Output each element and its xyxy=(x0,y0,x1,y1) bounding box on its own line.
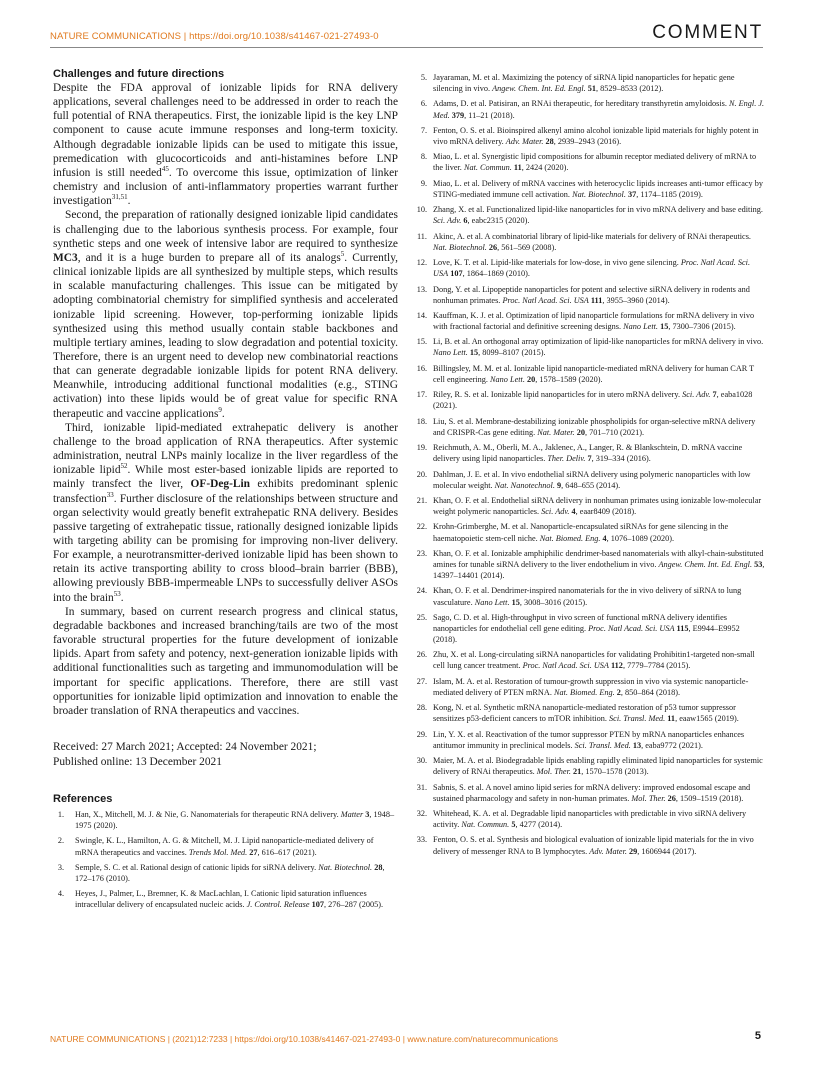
text-run: Dong, Y. et al. Lipopeptide nanoparticles for potent and selective siRNA delivery in rodents and nonhuman primates. xyxy=(433,284,750,305)
text-run: Fenton, O. S. et al. Bioinspired alkenyl amino alcohol ionizable lipid materials for highly potent in vivo mRNA delivery. xyxy=(433,125,759,146)
text-run: Lin, Y. X. et al. Reactivation of the tumor suppressor PTEN by mRNA nanoparticles enhances antitumor immunity in preclinical models. xyxy=(433,729,745,750)
text-run: Love, K. T. et al. Lipid-like materials for low-dose, in vivo gene silencing. xyxy=(433,258,681,268)
journal-name: Mol. Ther. xyxy=(536,767,571,777)
bold-text: 20 xyxy=(526,374,536,384)
text-run: , eaba9772 (2021). xyxy=(641,740,703,750)
reference-item xyxy=(411,649,765,671)
bold-text: 4 xyxy=(571,507,576,517)
journal-header: NATURE COMMUNICATIONS | https://doi.org/10.1038/s41467-021-27493-0 xyxy=(50,31,379,42)
reference-text xyxy=(433,702,765,724)
bold-text: 26 xyxy=(488,242,498,252)
reference-number: 6. xyxy=(420,99,427,109)
journal-name: Nat. Nanotechnol. xyxy=(494,480,555,490)
reference-text xyxy=(433,231,765,253)
reference-text xyxy=(433,548,765,581)
reference-item xyxy=(411,548,765,581)
text-run: Adams, D. et al. Patisiran, an RNAi therapeutic, for hereditary transthyretin amyloidosis. xyxy=(433,99,730,109)
journal-name: Nat. Biomed. Eng. xyxy=(539,533,601,543)
citation-superscript: 9 xyxy=(218,405,222,414)
text-run: Li, B. et al. An orthogonal array optimization of lipid-like nanoparticles for mRNA delivery in vivo. xyxy=(433,337,764,347)
journal-name: Angew. Chem. Int. Ed. Engl. xyxy=(492,84,586,94)
text-run: Swingle, K. L., Hamilton, A. G. & Mitchell, M. J. Lipid nanoparticle-mediated delivery of mRNA therapeutics and vaccines. xyxy=(75,836,374,857)
text-run: , eabc2315 (2020). xyxy=(467,216,530,226)
journal-name: Nat. Commun. xyxy=(461,820,510,830)
reference-text xyxy=(433,469,765,491)
reference-item xyxy=(411,834,765,856)
text-run: , eaba1028 (2021). xyxy=(433,390,753,411)
reference-text xyxy=(433,416,765,438)
reference-number: 30. xyxy=(416,756,427,766)
journal-name: Sci. Adv. xyxy=(682,390,711,400)
reference-item xyxy=(53,888,398,910)
citation-superscript: 52 xyxy=(120,462,128,471)
reference-number: 33. xyxy=(416,835,427,845)
journal-name: Nat. Biotechnol. xyxy=(572,189,626,199)
text-run: , eaar8409 (2018). xyxy=(575,507,637,517)
reference-number: 8. xyxy=(420,152,427,162)
reference-number: 11. xyxy=(416,231,427,241)
bold-text: 27 xyxy=(249,847,258,857)
reference-item xyxy=(411,702,765,724)
reference-item xyxy=(53,809,398,831)
text-run: , 1570–1578 (2013). xyxy=(581,767,649,777)
journal-name: Sci. Transl. Med. xyxy=(609,714,666,724)
reference-number: 4. xyxy=(57,889,64,899)
reference-number: 3. xyxy=(57,862,64,872)
journal-name: Sci. Transl. Med. xyxy=(574,740,631,750)
reference-number: 29. xyxy=(416,729,427,739)
reference-number: 7. xyxy=(420,125,427,135)
bold-text: 37 xyxy=(627,189,637,199)
bold-text: 28 xyxy=(545,136,554,146)
reference-item xyxy=(411,729,765,751)
text-run: , 8529–8533 (2012). xyxy=(596,84,664,94)
text-run: , 7300–7306 (2015). xyxy=(668,322,736,332)
section-body xyxy=(53,81,398,718)
journal-name: Nat. Biotechnol. xyxy=(433,242,487,252)
reference-item xyxy=(53,835,398,857)
text-run: Billingsley, M. M. et al. Ionizable lipid nanoparticle-mediated mRNA delivery for human CAR T cell engineering. xyxy=(433,363,755,384)
reference-number: 25. xyxy=(416,612,427,622)
text-run: , 7779–7784 (2015). xyxy=(622,661,691,671)
text-run: Han, X., Mitchell, M. J. & Nie, G. Nanomaterials for therapeutic RNA delivery. xyxy=(75,810,341,820)
bold-text: 3 xyxy=(365,810,370,820)
journal-name: Proc. Natl Acad. Sci. USA xyxy=(522,661,609,671)
reference-number: 2. xyxy=(57,836,64,846)
text-run: Dahlman, J. E. et al. In vivo endothelial siRNA delivery using polymeric nanoparticles with low molecular weight. xyxy=(433,469,751,490)
reference-number: 10. xyxy=(416,205,427,215)
text-run: , eaaw1565 (2019). xyxy=(675,714,739,724)
left-column xyxy=(53,66,398,915)
reference-item xyxy=(411,389,765,411)
reference-number: 16. xyxy=(416,363,427,373)
reference-text xyxy=(433,442,765,464)
reference-item xyxy=(411,442,765,464)
journal-name: Nano Lett. xyxy=(474,597,510,607)
journal-name: Nat. Biotechnol. xyxy=(318,862,373,872)
journal-name: Matter xyxy=(340,810,364,820)
reference-number: 18. xyxy=(416,416,427,426)
right-column xyxy=(411,69,765,861)
bold-text: 4 xyxy=(602,533,607,543)
bold-text: 379 xyxy=(451,110,465,120)
bold-text: 15 xyxy=(511,597,520,607)
reference-item xyxy=(411,808,765,830)
reference-item xyxy=(411,336,765,358)
reference-item xyxy=(411,257,765,279)
reference-number: 14. xyxy=(416,310,427,320)
reference-text xyxy=(433,336,765,358)
header-divider xyxy=(50,47,763,48)
text-run: , 1948–1975 (2020). xyxy=(75,810,395,831)
reference-text xyxy=(433,204,765,226)
reference-item xyxy=(411,469,765,491)
text-run: exhibits predominant splenic transfection xyxy=(53,478,398,505)
journal-name: Nano Lett. xyxy=(623,322,658,332)
bold-text: 11 xyxy=(667,714,676,724)
reference-text xyxy=(433,151,765,173)
text-run: , 4277 (2014). xyxy=(515,820,563,830)
bold-text: 112 xyxy=(611,661,623,671)
bold-text: 13 xyxy=(632,740,642,750)
reference-number: 9. xyxy=(420,178,427,188)
reference-text xyxy=(433,257,765,279)
bold-text: 29 xyxy=(629,846,638,856)
reference-number: 21. xyxy=(416,496,427,505)
text-run: Maier, M. A. et al. Biodegradable lipids enabling rapidly eliminated lipid nanoparticles for systemic delivery of RNAi therapeutics. xyxy=(433,756,763,777)
reference-text xyxy=(433,612,765,645)
text-run: Khan, O. F. et al. Dendrimer-inspired nanomaterials for the in vivo delivery of siRNA to lung vasculature. xyxy=(433,586,742,607)
reference-text xyxy=(433,585,765,607)
section-label: COMMENT xyxy=(652,22,763,43)
bold-text: 20 xyxy=(576,427,585,437)
text-run: , 8099–8107 (2015). xyxy=(478,348,546,358)
text-run: Semple, S. C. et al. Rational design of cationic lipids for siRNA delivery. xyxy=(75,862,319,872)
reference-text xyxy=(433,125,765,147)
reference-item xyxy=(411,612,765,645)
reference-number: 23. xyxy=(416,548,427,558)
reference-item xyxy=(411,72,765,94)
journal-name: Trends Mol. Med. xyxy=(188,847,248,857)
text-run: . xyxy=(120,591,124,604)
text-run: , 648–655 (2014). xyxy=(561,480,621,490)
reference-text xyxy=(433,649,765,671)
bold-text: 115 xyxy=(676,623,689,633)
text-run: Islam, M. A. et al. Restoration of tumour-growth suppression in vivo via systemic nanoparticle-mediated delivery of PTEN mRNA. xyxy=(433,676,749,697)
reference-item xyxy=(411,284,765,306)
bold-text: 6 xyxy=(463,216,468,226)
reference-text xyxy=(75,888,398,910)
text-run: Kauffman, K. J. et al. Optimization of lipid nanoparticle formulations for mRNA delivery in vivo with fractional factorial and definitive screening designs. xyxy=(433,310,755,332)
text-run: , 1864–1869 (2010). xyxy=(462,269,530,279)
text-run: Krohn-Grimberghe, M. et al. Nanoparticle-encapsulated siRNAs for gene silencing in the haematopoietic stem-cell niche. xyxy=(433,522,729,543)
text-run: , 276–287 (2005). xyxy=(323,900,384,910)
reference-number: 32. xyxy=(416,809,427,818)
text-run: , 1606944 (2017). xyxy=(637,846,697,856)
text-run: Sabnis, S. et al. A novel amino lipid series for mRNA delivery: improved endosomal escape and sustained pharmacology and safety in non-human primates. xyxy=(433,782,751,803)
journal-name: Sci. Adv. xyxy=(541,507,570,517)
text-run: , 701–710 (2021). xyxy=(584,427,645,437)
reference-text xyxy=(75,862,398,884)
reference-text xyxy=(433,389,765,411)
reference-text xyxy=(433,72,765,94)
published-date: Published online: 13 December 2021 xyxy=(53,755,222,768)
reference-item xyxy=(411,585,765,607)
journal-name: Angew. Chem. Int. Ed. Engl. xyxy=(658,559,753,569)
reference-item xyxy=(411,676,765,698)
reference-text xyxy=(433,284,765,306)
text-run: , 14397–14401 (2014). xyxy=(433,559,765,581)
journal-name: Ther. Deliv. xyxy=(547,454,586,464)
text-run: Zhu, X. et al. Long-circulating siRNA nanoparticles for validating Prohibitin1-targeted non-small cell lung cancer treatment. xyxy=(433,650,755,671)
text-run: , 11–21 (2018). xyxy=(464,110,515,120)
journal-name: Proc. Natl Acad. Sci. USA xyxy=(588,623,675,633)
text-run: . Currently, clinical ionizable lipids are all synthesized by multiple steps, which results in scalable manufacturing challenges. This issue can be mitigated by adopting combinatorial chemistry for simplified synthesis and accelerated ionizable lipid screening. However, top-performing ionizable lipids synthesized using this method usually contain stable backbones and multiple tertiary amines, leading to slow degradation and potential toxicity. Therefore, there is an urgent need to develop new combinatorial reactions that can generate degradable ionizable lipids for potent RNA delivery. Meanwhile, introducing additional functional modalities (e.g., STING activation) into these lipids would be of great value for specific RNA therapeutic and vaccine applications xyxy=(53,251,398,420)
bold-text: 15 xyxy=(469,348,479,358)
reference-text xyxy=(433,495,765,517)
text-run: . xyxy=(221,407,225,420)
bold-text: 21 xyxy=(573,767,582,777)
page-number: 5 xyxy=(754,1030,761,1042)
text-run: , 616–617 (2021). xyxy=(257,847,317,857)
text-run: Third, ionizable lipid-mediated extrahepatic delivery is another challenge to the broad application of RNA therapeutics. After systemic administration, neutral LNPs mainly localize in the liver regardless of the ionizable lipid xyxy=(53,421,398,477)
bold-text: 28 xyxy=(374,862,383,872)
text-run: Heyes, J., Palmer, L., Bremner, K. & MacLachlan, I. Cationic lipid saturation influences intracellular delivery of encapsulated nucleic acids. xyxy=(75,889,367,910)
journal-name: Mol. Ther. xyxy=(631,793,666,803)
paragraph xyxy=(53,81,398,208)
bold-text: 2 xyxy=(616,687,621,697)
reference-list-left xyxy=(53,809,398,911)
text-run: Riley, R. S. et al. Ionizable lipid nanoparticles for in utero mRNA delivery. xyxy=(433,390,683,400)
reference-item xyxy=(411,782,765,804)
reference-item xyxy=(411,310,765,332)
reference-item xyxy=(411,231,765,253)
bold-text: 5 xyxy=(511,820,516,830)
text-run: Khan, O. F. et al. Ionizable amphiphilic dendrimer-based nanomaterials with alkyl-chain-substituted amines for tunable siRNA delivery to the liver endothelium in vivo. xyxy=(433,548,764,569)
journal-name: Sci. Adv. xyxy=(433,216,462,226)
reference-number: 5. xyxy=(420,73,427,82)
text-run: In summary, based on current research progress and clinical status, degradable backbones and increased branching/tails are two of the most favorable structural properties for the future development of ionizable lipids. Apart from safety and potency, next-generation ionizable lipids with additional functionalities such as targeting and immunomodulation will be important for specific applications. Therefore, there are still vast opportunities for ionizable lipid optimization and innovation to enable the broader translation of RNA therapeutics and vaccines. xyxy=(53,605,398,717)
reference-number: 31. xyxy=(416,782,427,792)
journal-name: N. Engl. J. Med. xyxy=(433,99,765,120)
paragraph xyxy=(53,605,398,718)
text-run: . xyxy=(127,195,131,208)
paragraph xyxy=(53,421,398,605)
reference-text xyxy=(433,755,765,777)
journal-name: Nat. Mater. xyxy=(537,427,575,437)
bold-text: OF-Deg-Lin xyxy=(190,478,250,491)
reference-number: 26. xyxy=(416,650,427,660)
article-dates xyxy=(53,740,398,769)
text-run: , 1076–1089 (2020). xyxy=(606,533,675,543)
reference-number: 1. xyxy=(57,810,64,820)
text-run: , 3008–3016 (2015). xyxy=(519,597,588,607)
text-run: . While most ester-based ionizable lipids are reported to mainly transfect the liver, xyxy=(53,464,399,491)
bold-text: 26 xyxy=(667,793,676,803)
text-run: Whitehead, K. A. et al. Degradable lipid nanoparticles with predictable in vivo siRNA delivery activity. xyxy=(433,809,747,830)
bold-text: 107 xyxy=(311,900,324,910)
reference-number: 28. xyxy=(416,703,427,713)
reference-item xyxy=(411,98,765,120)
reference-text xyxy=(433,310,765,332)
text-run: . To overcome this issue, optimization of linker chemistry and inclusion of anti-inflammatory properties warrant further investigation xyxy=(53,166,398,208)
text-run: Jayaraman, M. et al. Maximizing the potency of siRNA lipid nanoparticles for hepatic gene silencing in vivo. xyxy=(433,73,735,94)
citation-superscript: 33 xyxy=(106,490,114,499)
reference-text xyxy=(433,363,765,385)
journal-name: Proc. Natl Acad. Sci. USA xyxy=(502,295,589,305)
footer-citation: NATURE COMMUNICATIONS | (2021)12:7233 | https://doi.org/10.1038/s41467-021-27493-0 | www.nature.com/naturecommunications xyxy=(50,1034,559,1044)
text-run: , 319–334 (2016). xyxy=(591,454,651,464)
reference-text xyxy=(433,676,765,698)
reference-item xyxy=(411,125,765,147)
reference-item xyxy=(411,204,765,226)
text-run: , and it is a huge burden to prepare all of its analogs xyxy=(77,251,341,264)
reference-item xyxy=(53,862,398,884)
received-accepted-date: Received: 27 March 2021; Accepted: 24 November 2021; xyxy=(53,741,317,754)
text-run: Miao, L. et al. Synergistic lipid compositions for albumin receptor mediated delivery of mRNA to the liver. xyxy=(433,152,757,173)
text-run: Zhang, X. et al. Functionalized lipid-like nanoparticles for in vivo mRNA delivery and base editing. xyxy=(433,205,763,215)
bold-text: 15 xyxy=(660,322,669,332)
journal-name: Nano Lett. xyxy=(433,348,468,358)
references-heading: References xyxy=(53,793,113,806)
reference-text xyxy=(433,834,765,856)
text-run: Liu, S. et al. Membrane-destabilizing ionizable phospholipids for organ-selective mRNA delivery and CRISPR-Cas gene editing. xyxy=(433,416,756,437)
text-run: Akinc, A. et al. A combinatorial library of lipid-like materials for delivery of RNAi therapeutics. xyxy=(433,231,751,241)
reference-item xyxy=(411,363,765,385)
journal-name: Proc. Natl Acad. Sci. USA xyxy=(433,258,751,279)
journal-name: Adv. Mater. xyxy=(505,136,544,146)
reference-item xyxy=(411,416,765,438)
text-run: , 1509–1519 (2018). xyxy=(675,793,744,803)
bold-text: 53 xyxy=(754,559,763,569)
reference-text xyxy=(433,808,765,830)
journal-name: Adv. Mater. xyxy=(589,846,627,856)
reference-text xyxy=(433,729,765,751)
bold-text: 11 xyxy=(513,163,522,173)
reference-text xyxy=(75,809,398,831)
text-run: Second, the preparation of rationally designed ionizable lipid candidates is challenging due to the laborious synthesis process. For example, four synthetic steps and one week of intensive labor are required to synthesize xyxy=(53,209,398,250)
reference-number: 20. xyxy=(416,469,427,479)
citation-superscript: 31,51 xyxy=(111,193,128,202)
text-run: , 2424 (2020). xyxy=(521,163,569,173)
text-run: , 2939–2943 (2016). xyxy=(553,136,622,146)
text-run: , 172–176 (2010). xyxy=(75,862,385,883)
reference-number: 12. xyxy=(416,258,427,268)
reference-item xyxy=(411,755,765,777)
citation-superscript: 53 xyxy=(113,589,121,598)
journal-name: J. Control. Release xyxy=(246,900,310,910)
text-run: , 1578–1589 (2020). xyxy=(535,374,603,384)
text-run: , 850–864 (2018). xyxy=(620,687,681,697)
bold-text: 51 xyxy=(587,84,596,94)
journal-name: Nat. Commun. xyxy=(463,163,512,173)
text-run: Fenton, O. S. et al. Synthesis and biological evaluation of ionizable lipid materials for the in vivo delivery of messenger RNA to B lymphocytes. xyxy=(433,835,754,856)
journal-name: Nat. Biomed. Eng. xyxy=(553,687,615,697)
reference-text xyxy=(75,835,398,857)
reference-text xyxy=(433,782,765,804)
reference-text xyxy=(433,178,765,200)
reference-number: 17. xyxy=(416,390,427,400)
text-run: , 561–569 (2008). xyxy=(497,242,557,252)
reference-item xyxy=(411,151,765,173)
text-run: Miao, L. et al. Delivery of mRNA vaccines with heterocyclic lipids increases anti-tumor efficacy by STING-mediated immune cell activation. xyxy=(433,178,763,199)
text-run: , E9944–E9952 (2018). xyxy=(433,623,740,645)
reference-item xyxy=(411,521,765,543)
reference-number: 27. xyxy=(416,676,427,686)
reference-number: 13. xyxy=(416,284,427,294)
reference-item xyxy=(411,178,765,200)
bold-text: 9 xyxy=(556,480,562,490)
bold-text: 111 xyxy=(590,295,603,305)
text-run: Kong, N. et al. Synthetic mRNA nanoparticle-mediated restoration of p53 tumor suppressor sensitizes p53-deficient cancers to mTOR inhibition. xyxy=(433,703,736,724)
reference-number: 24. xyxy=(416,586,427,596)
bold-text: MC3 xyxy=(53,251,78,264)
paragraph xyxy=(53,208,398,420)
reference-number: 19. xyxy=(416,443,427,453)
text-run: . Further disclosure of the relationships between structure and organ selectivity would greatly benefit extrahepatic RNA delivery. Besides passive targeting of extrahepatic tissue, rationally designed ionizable lipids with targeting ability can be promising for improving non-liver delivery. For example, a neurotransmitter-derived ionizable lipid has been shown to retain its active transporting ability to cross blood–brain barrier (BBB), allowing previously BBB-impermeable LNPs to successfully deliver ASOs into the brain xyxy=(53,492,398,604)
journal-name: Nano Lett. xyxy=(490,374,525,384)
text-run: Khan, O. F. et al. Endothelial siRNA delivery in nonhuman primates using ionizable low-molecular weight polymeric nanoparticles. xyxy=(433,496,762,517)
citation-superscript: 5 xyxy=(340,250,345,259)
bold-text: 7 xyxy=(587,454,592,464)
text-run: , 1174–1185 (2019). xyxy=(636,189,703,199)
section-heading: Challenges and future directions xyxy=(53,68,225,80)
reference-text xyxy=(433,521,765,543)
reference-number: 15. xyxy=(416,337,427,347)
reference-text xyxy=(433,98,765,120)
bold-text: 107 xyxy=(450,269,463,279)
reference-item xyxy=(411,495,765,517)
bold-text: 7 xyxy=(712,390,717,400)
text-run: Despite the FDA approval of ionizable lipids for RNA delivery applications, several challenges need to be addressed in order to reach the full potential of RNA therapeutics. First, the ionizable lipid is the key LNP component to cause acute immune responses and long-term toxicity. Although degradable ionizable lipids can be used to mitigate this issue, premedication with glucocorticoids and anti-histamines before LNP infusion is still needed xyxy=(53,82,398,179)
reference-list-right xyxy=(411,72,765,857)
text-run: , 3955–3960 (2014). xyxy=(602,295,670,305)
text-run: Sago, C. D. et al. High-throughput in vivo screen of functional mRNA delivery identifies nanoparticles for endothelial cell gene editing. xyxy=(433,612,727,633)
citation-superscript: 45 xyxy=(161,165,169,174)
text-run: Reichmuth, A. M., Oberli, M. A., Jaklenec, A., Langer, R. & Blankschtein, D. mRNA vaccine delivery using lipid nanoparticles. xyxy=(433,443,743,464)
reference-number: 22. xyxy=(416,522,427,532)
